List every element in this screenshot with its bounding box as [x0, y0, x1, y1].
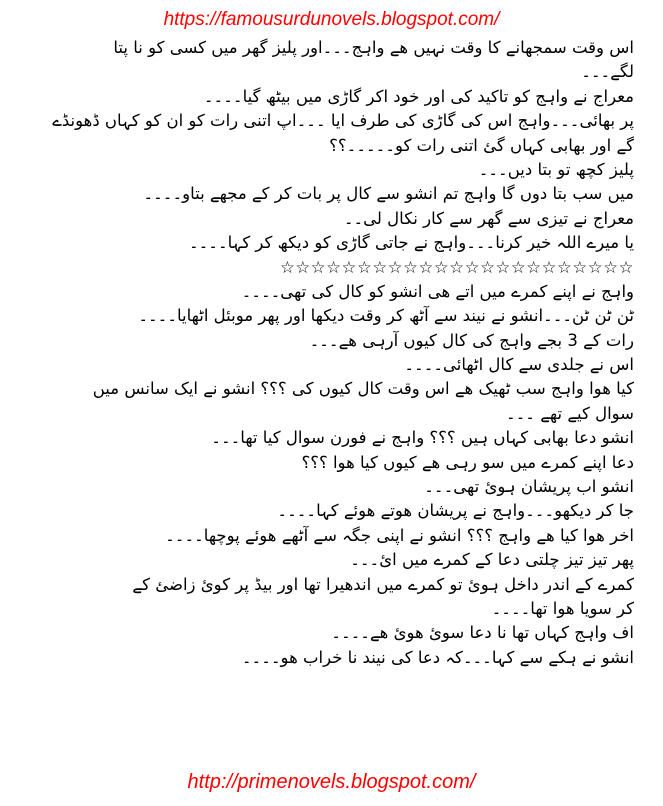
text-line: واہج نے اپنے کمرے میں اتے ھی انشو کو کال کی تھی۔۔۔۔ — [241, 281, 634, 301]
header-url[interactable]: https://famousurdunovels.blogspot.com/ — [163, 9, 500, 30]
text-line: میں سب بتا دوں گا واہج تم انشو سے کال پر بات کر کے مجھے بتاو۔۔۔۔ — [143, 184, 634, 204]
text-line: رات کے 3 بجے واہج کی کال کیوں آرہی ھے۔۔۔ — [309, 330, 634, 350]
text-line: کیا ھوا واہج سب ٹھیک ھے اس وقت کال کیوں کی ؟؟؟ انشو نے ایک سانس میں — [92, 379, 634, 399]
story-text — [48, 36, 634, 670]
footer-url[interactable]: http://primenovels.blogspot.com/ — [187, 771, 476, 793]
star-divider: ☆☆☆☆☆☆☆☆☆☆☆☆☆☆☆☆☆☆☆☆☆☆☆ — [279, 257, 634, 277]
text-line: گے اور بھابی کہاں گئ اتنی رات کو۔۔۔۔۔؟؟ — [329, 135, 634, 155]
text-line: معراج نے تیزی سے گھر سے کار نکال لی۔۔ — [343, 208, 634, 228]
text-line: معراج نے واہج کو تاکید کی اور خود اکر گاڑی میں بیٹھ گیا۔۔۔۔ — [203, 86, 634, 106]
text-line: پلیز کچھ تو بتا دیں۔۔۔ — [478, 159, 634, 179]
text-line: پر بھائی۔۔۔واہج اس کی گاڑی کی طرف ایا ۔۔۔اپ اتنی رات کو ان کو کہاں ڈھونڈے — [52, 111, 634, 131]
text-line: کر سویا ھوا تھا۔۔۔۔ — [491, 598, 634, 618]
text-line: دعا اپنے کمرے میں سو رہی ھے کیوں کیا ھوا ؟؟؟ — [301, 452, 634, 472]
text-line: اس نے جلدی سے کال اٹھائی۔۔۔۔ — [404, 355, 634, 375]
text-line: انشو اب پریشان ہوئ تھی۔۔۔ — [424, 477, 634, 497]
text-line: یا میرے اللہ خیر کرنا۔۔۔واہج نے جاتی گاڑی کو دیکھ کر کہا۔۔۔۔ — [188, 233, 634, 253]
text-line: جا کر دیکھو۔۔۔واہج نے پریشان ھوتے ھوئے کہا۔۔۔۔ — [277, 501, 634, 521]
text-line: پھر تیز تیز چلتی دعا کے کمرے میں ائ۔۔۔ — [350, 550, 634, 570]
text-line: اخر ھوا کیا ھے واہج ؟؟؟ انشو نے اپنی جگہ سے آٹھے ھوئے پوچھا۔۔۔۔ — [165, 525, 634, 545]
text-line: لگے۔۔۔ — [581, 62, 634, 82]
text-line: اف واہج کہاں تھا نا دعا سوئ ھوئ ھے۔۔۔۔ — [331, 623, 634, 643]
text-line: سوال کیے تھے ۔۔۔ — [505, 403, 634, 423]
text-line: اس وقت سمجھانے کا وقت نہیں ھے واہج۔۔۔اور پلیز گھر میں کسی کو نا پتا — [113, 38, 634, 57]
text-line: انشو نے ہکے سے کہا۔۔۔کہ دعا کی نیند نا خراب ھو۔۔۔۔ — [241, 647, 634, 667]
text-line: انشو دعا بھابی کہاں ہیں ؟؟؟ واہج نے فورن سوال کیا تھا۔۔۔ — [211, 428, 634, 448]
text-line: کمرے کے اندر داخل ہوئ تو کمرے میں اندھیرا تھا اور بیڈ پر کوئ زاضئ کے — [132, 574, 634, 594]
text-line: ٹن ٹن ٹن۔۔۔انشو نے نیند سے آٹھ کر وقت دیکھا اور پھر موبئل اٹھایا۔۔۔۔ — [138, 306, 634, 326]
